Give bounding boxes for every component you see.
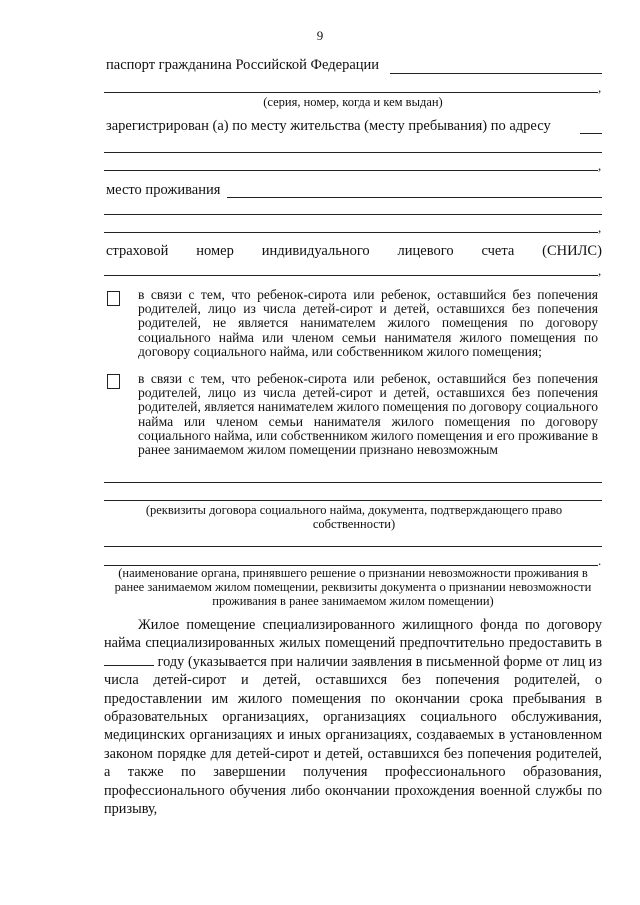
option-1-text: в связи с тем, что ребенок-сирота или ребенок, оставшийся без попечения родителей, лицо из числа детей-сирот и детей, оставшихся без попечения родителей, не является нанимателем жилого помещения по договору социального найма или членом семьи нанимателя жилого помещения по договору социального найма, или собственником жилого помещения;: [138, 287, 598, 359]
contract-caption: (реквизиты договора социального найма, документа, подтверждающего право собственности): [145, 503, 563, 531]
comma: ,: [598, 158, 602, 173]
registration-field-line[interactable]: [580, 133, 602, 134]
residence-field-line[interactable]: [227, 197, 602, 198]
passport-field-line[interactable]: [390, 73, 602, 74]
snils-word: индивидуального: [261, 243, 370, 259]
snils-word: страховой: [106, 243, 169, 259]
comma: ,: [598, 80, 602, 95]
residence-field-line-3[interactable]: [104, 232, 598, 233]
contract-field-line-2[interactable]: [104, 500, 602, 501]
snils-field-line[interactable]: [104, 275, 598, 276]
snils-word: лицевого: [397, 243, 454, 259]
paragraph-part-2: году (указывается при наличии заявления в письменной форме от лиц из числа детей-сирот и детей, оставшихся без попечения родителей, о предоставлении им жилого помещения по окончании срока пребывания в образовательных организациях, организациях социального обслуживания, медицинских организациях и иных организациях, создаваемых в установленном законом порядке для детей-сирот и детей, оставшихся без попечения родителей, а также по завершении получения профессионального образования, профессионального обучения либо окончании прохождения военной службы по призыву,: [104, 653, 603, 818]
option-2-checkbox[interactable]: [107, 374, 120, 389]
residence-label: место проживания: [106, 182, 221, 198]
snils-word: счета: [481, 243, 515, 259]
passport-label: паспорт гражданина Российской Федерации: [106, 57, 380, 73]
option-1-checkbox[interactable]: [107, 291, 120, 306]
registration-field-line-2[interactable]: [104, 152, 602, 153]
authority-field-line[interactable]: [104, 546, 602, 547]
comma: ,: [598, 263, 602, 278]
passport-caption: (серия, номер, когда и кем выдан): [263, 95, 443, 109]
year-field[interactable]: [104, 653, 154, 666]
passport-field-line-2[interactable]: [104, 92, 598, 93]
housing-paragraph: [104, 616, 602, 818]
comma: ,: [598, 220, 602, 235]
snils-word: номер: [196, 243, 234, 259]
snils-word: (СНИЛС): [542, 243, 602, 259]
registration-field-line-3[interactable]: [104, 170, 598, 171]
authority-caption: (наименование органа, принявшего решение о признании невозможности проживания в ранее занимаемом жилом помещении, реквизиты документа о признании невозможности проживания в ранее занимаемом жилом помещении): [114, 566, 592, 608]
snils-label: [106, 243, 602, 260]
registration-label: зарегистрирован (а) по месту жительства (месту пребывания) по адресу: [106, 118, 551, 134]
period: .: [598, 553, 602, 568]
residence-field-line-2[interactable]: [104, 214, 602, 215]
option-2-text: в связи с тем, что ребенок-сирота или ребенок, оставшийся без попечения родителей, лицо из числа детей-сирот и детей, оставшихся без попечения родителей, является нанимателем жилого помещения по договору социального найма или членом семьи нанимателя жилого помещения по договору социального найма, или собственником жилого помещения и его проживание в ранее занимаемом жилом помещении признано невозможным: [138, 371, 598, 458]
contract-field-line[interactable]: [104, 482, 602, 483]
paragraph-part-1: Жилое помещение специализированного жилищного фонда по договору найма специализированных жилых помещений предпочтительно предоставить в: [104, 617, 602, 652]
page-number: 9: [316, 28, 324, 43]
